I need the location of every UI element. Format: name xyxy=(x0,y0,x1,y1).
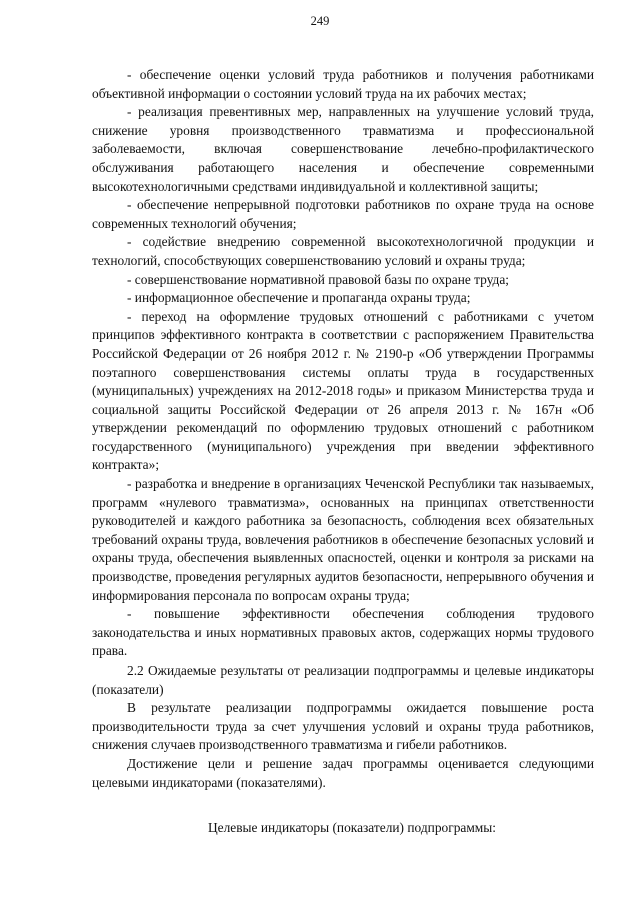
page-number: 249 xyxy=(310,14,330,28)
section-heading: 2.2 Ожидаемые результаты от реализации подпрограммы и целевые индикаторы (показатели) xyxy=(92,663,594,697)
body-paragraph: Достижение цели и решение задач программы оценивается следующими целевыми индикаторами (показателями). xyxy=(92,755,594,790)
list-item: - содействие внедрению современной высокотехнологичной продукции и технологий, способствующих совершенствованию условий и охраны труда; xyxy=(92,234,594,268)
table-caption: Целевые индикаторы (показатели) подпрограммы: xyxy=(207,820,496,836)
list-item: - обеспечение оценки условий труда работников и получения работниками объективной информации о состоянии условий труда на их рабочих местах; xyxy=(92,67,594,101)
list-item: - обеспечение непрерывной подготовки работников по охране труда на основе современных технологий обучения; xyxy=(92,197,594,231)
body-paragraph: В результате реализации подпрограммы ожидается повышение роста производительности труда за счет улучшения условий и охраны труда работников, снижения случаев производственного травматизма и гибели работников. xyxy=(92,700,594,753)
list-item: - разработка и внедрение в организациях Чеченской Республики так называемых, программ «нулевого травматизма», основанных на принципах ответственности руководителей и каждого работника за безопасность, соблюдения всех обязательных требований охраны труда, вовлечения работников в обеспечение безопасных условий и охраны труда, обеспечения выявленных опасностей, оценки и контроля за рисками на производстве, проведения регулярных аудитов безопасности, непрерывного обучения и информирования персонала по вопросам охраны труда; xyxy=(92,476,594,603)
list-item: - информационное обеспечение и пропаганда охраны труда; xyxy=(127,290,471,306)
document-body xyxy=(92,66,594,838)
list-item: - совершенствование нормативной правовой базы по охране труда; xyxy=(127,271,510,287)
list-item: - повышение эффективности обеспечения соблюдения трудового законодательства и иных нормативных правовых актов, содержащих нормы трудового права. xyxy=(92,606,594,659)
list-item: - реализация превентивных мер, направленных на улучшение условий труда, снижение уровня производственного травматизма и профессиональной заболеваемости, включая совершенствование лечебно-профилактического обслуживания работающего населения и обеспечение современными высокотехнологичными средствами индивидуальной и коллективной защиты; xyxy=(92,104,594,194)
list-item: - переход на оформление трудовых отношений с работниками с учетом принципов эффективного контракта в соответствии с распоряжением Правительства Российской Федерации от 26 ноября 2012 г. № 2190-р «Об утверждении Программы поэтапного совершенствования системы оплаты труда в государственных (муниципальных) учреждениях на 2012-2018 годы» и приказом Министерства труда и социальной защиты Российской Федерации от 26 апреля 2013 г. № 167н «Об утверждении рекомендаций по оформлению трудовых отношений с работником государственного (муниципального) учреждения при введении эффективного контракта»; xyxy=(92,308,594,473)
